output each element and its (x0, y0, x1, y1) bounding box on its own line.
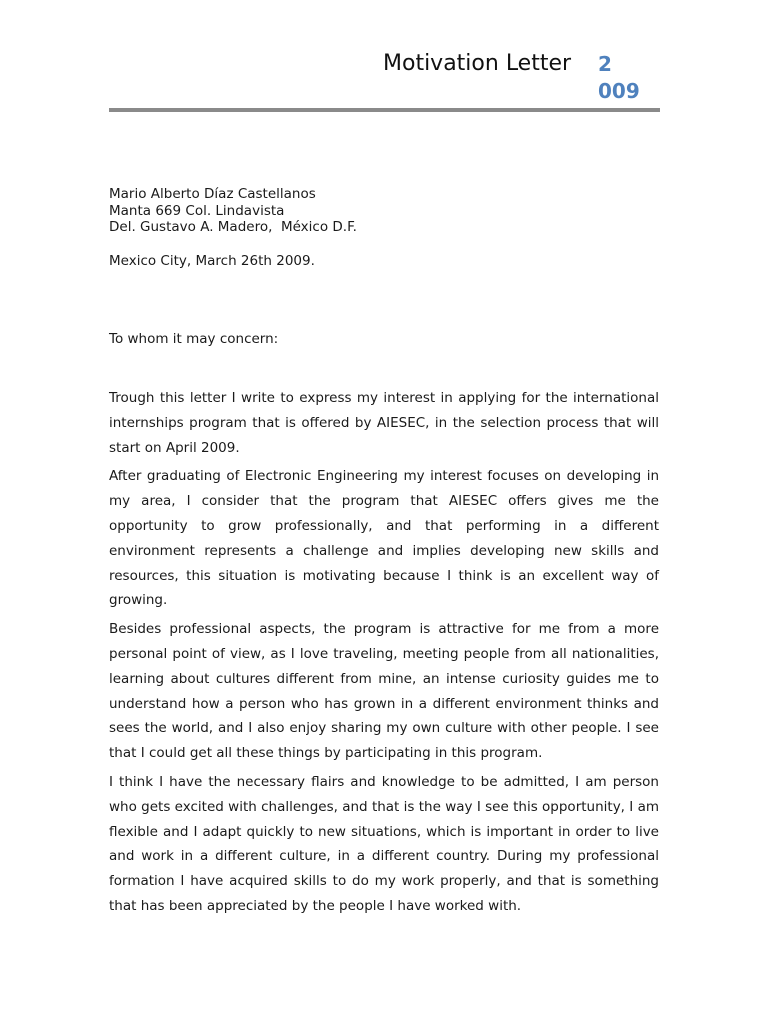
body-paragraph: After graduating of Electronic Engineering my interest focuses on developing in my area, I consider that the program that AIESEC offers gives me the opportunity to grow professionally, and that performing in a different environment represents a challenge and implies developing new skills and resources, this situation is motivating because I think is an excellent way of growing. (109, 468, 659, 609)
document-year-line-2: 009 (598, 79, 640, 103)
letter-body (109, 386, 659, 923)
letter-date: Mexico City, March 26th 2009. (109, 253, 315, 269)
sender-name: Mario Alberto Díaz Castellanos (109, 186, 316, 202)
sender-city: Del. Gustavo A. Madero, México D.F. (109, 219, 357, 235)
sender-address (109, 186, 357, 236)
salutation: To whom it may concern: (109, 331, 279, 347)
document-year-line-1: 2 (598, 52, 612, 76)
body-paragraph: Besides professional aspects, the program is attractive for me from a more personal point of view, as I love traveling, meeting people from all nationalities, learning about cultures different from mine, an intense curiosity guides me to understand how a person who has grown in a different environment thinks and sees the world, and I also enjoy sharing my own culture with other people. I see that I could get all these things by participating in this program. (109, 621, 659, 762)
body-paragraph: Trough this letter I write to express my interest in applying for the international internships program that is offered by AIESEC, in the selection process that will start on April 2009. (109, 390, 659, 456)
sender-street: Manta 669 Col. Lindavista (109, 202, 285, 219)
document-year (598, 51, 640, 105)
document-title: Motivation Letter (383, 51, 572, 76)
header-divider (109, 108, 660, 112)
body-paragraph: I think I have the necessary flairs and knowledge to be admitted, I am person who gets excited with challenges, and that is the way I see this opportunity, I am flexible and I adapt quickly to new situations, which is important in order to live and work in a different culture, in a different country. During my professional formation I have acquired skills to do my work properly, and that is something that has been appreciated by the people I have worked with. (109, 773, 659, 914)
